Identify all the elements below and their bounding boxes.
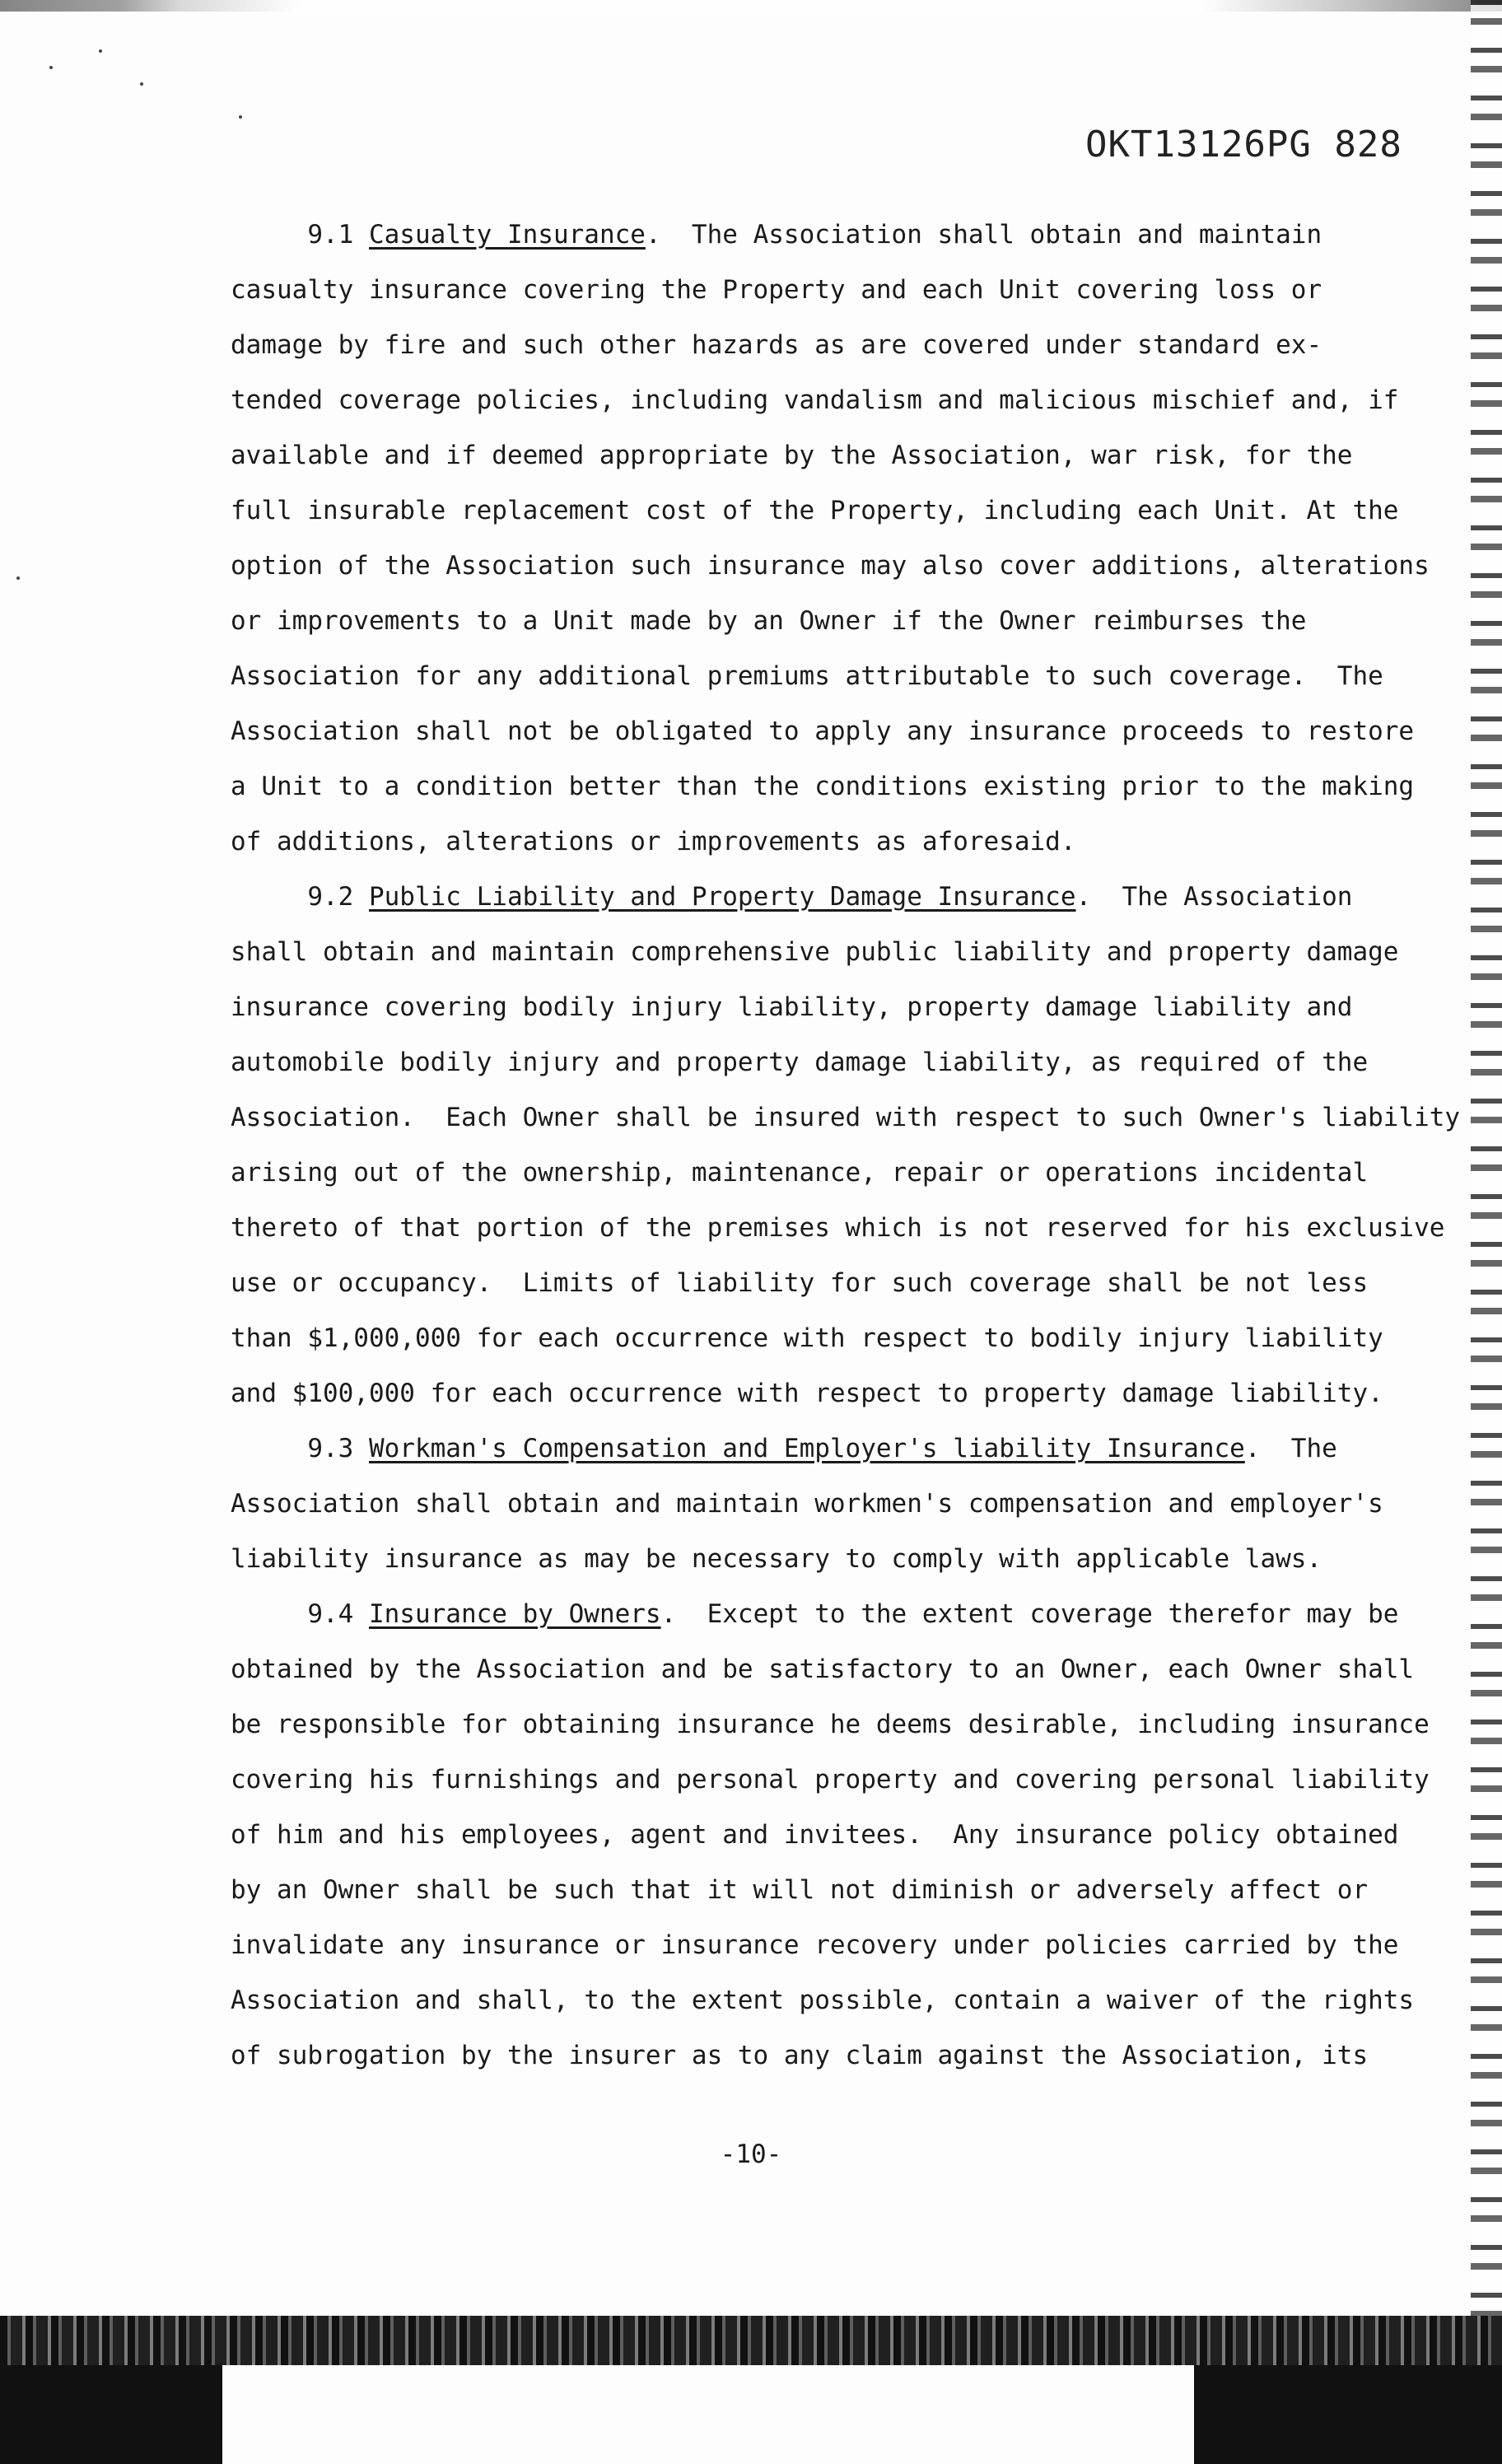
scan-border-bottom xyxy=(0,2316,1502,2464)
body-line: and $100,000 for each occurrence with respect to property damage liability. xyxy=(231,1379,1383,1408)
body-line: of subrogation by the insurer as to any claim against the Association, its xyxy=(231,2041,1369,2070)
body-line: obtained by the Association and be satisfactory to an Owner, each Owner shall xyxy=(231,1654,1415,1684)
section-text: . The Association xyxy=(1075,882,1353,912)
body-line: invalidate any insurance or insurance recovery under policies carried by the xyxy=(231,1930,1399,1960)
body-line: Association and shall, to the extent possible, contain a waiver of the rights xyxy=(231,1986,1415,2015)
body-line: Association shall obtain and maintain workmen's compensation and employer's xyxy=(231,1489,1383,1519)
body-line: Association shall not be obligated to apply any insurance proceeds to restore xyxy=(231,716,1415,746)
section-number: 9.1 xyxy=(231,220,369,250)
section-heading-line xyxy=(231,1587,1425,1642)
scan-speck xyxy=(99,49,102,53)
scan-bottom-paper xyxy=(222,2365,1194,2464)
body-line: liability insurance as may be necessary to comply with applicable laws. xyxy=(231,1544,1322,1574)
section-heading-line xyxy=(231,870,1425,925)
body-line: option of the Association such insurance may also cover additions, alterations xyxy=(231,551,1430,581)
body-line: thereto of that portion of the premises which is not reserved for his exclusive xyxy=(231,1213,1445,1243)
body-line: Association for any additional premiums attributable to such coverage. The xyxy=(231,661,1383,691)
body-line: shall obtain and maintain comprehensive public liability and property damage xyxy=(231,937,1399,967)
recording-reference: OKT13126PG 828 xyxy=(1085,124,1402,166)
scan-speck xyxy=(239,115,242,119)
body-line: than $1,000,000 for each occurrence with respect to bodily injury liability xyxy=(231,1323,1383,1353)
body-line: of additions, alterations or improvements as aforesaid. xyxy=(231,827,1076,856)
body-line: or improvements to a Unit made by an Owner if the Owner reimburses the xyxy=(231,606,1307,636)
section-number: 9.2 xyxy=(231,882,369,912)
page-number: -10- xyxy=(720,2140,782,2169)
section-heading: Workman's Compensation and Employer's liability Insurance xyxy=(368,1434,1245,1463)
scan-speck xyxy=(16,576,20,580)
body-line: be responsible for obtaining insurance he deems desirable, including insurance xyxy=(231,1710,1430,1739)
section-text: . The Association shall obtain and maintain xyxy=(645,220,1322,250)
body-line: full insurable replacement cost of the Property, including each Unit. At the xyxy=(231,496,1399,525)
section-heading-line xyxy=(231,208,1425,263)
section-heading-line xyxy=(231,1421,1425,1477)
body-line: tended coverage policies, including vandalism and malicious mischief and, if xyxy=(231,385,1399,415)
body-line: by an Owner shall be such that it will not diminish or adversely affect or xyxy=(231,1875,1369,1905)
body-line: a Unit to a condition better than the conditions existing prior to the making xyxy=(231,772,1415,801)
scan-speck xyxy=(140,82,143,86)
section-heading: Casualty Insurance xyxy=(368,220,646,250)
body-text xyxy=(231,208,1461,2084)
body-line: use or occupancy. Limits of liability for such coverage shall be not less xyxy=(231,1268,1369,1298)
body-line: automobile bodily injury and property damage liability, as required of the xyxy=(231,1048,1369,1077)
body-line: Association. Each Owner shall be insured with respect to such Owner's liability xyxy=(231,1103,1461,1132)
body-line: insurance covering bodily injury liability, property damage liability and xyxy=(231,992,1353,1022)
section-heading: Public Liability and Property Damage Insurance xyxy=(368,882,1076,912)
scan-border-top xyxy=(0,0,1502,12)
scan-noise-band xyxy=(0,2316,1502,2365)
body-line: available and if deemed appropriate by the Association, war risk, for the xyxy=(231,441,1353,470)
body-line: arising out of the ownership, maintenance, repair or operations incidental xyxy=(231,1158,1369,1188)
section-heading: Insurance by Owners xyxy=(368,1599,661,1629)
body-line: of him and his employees, agent and invitees. Any insurance policy obtained xyxy=(231,1820,1399,1850)
body-line: damage by fire and such other hazards as are covered under standard ex- xyxy=(231,330,1322,360)
scan-speck xyxy=(49,66,53,69)
scan-border-right xyxy=(1471,0,1502,2464)
body-line: casualty insurance covering the Property and each Unit covering loss or xyxy=(231,275,1322,305)
section-text: . Except to the extent coverage therefor may be xyxy=(660,1599,1399,1629)
section-text: . The xyxy=(1244,1434,1337,1463)
section-number: 9.4 xyxy=(231,1599,369,1629)
body-line: covering his furnishings and personal property and covering personal liability xyxy=(231,1765,1430,1794)
section-number: 9.3 xyxy=(231,1434,369,1463)
